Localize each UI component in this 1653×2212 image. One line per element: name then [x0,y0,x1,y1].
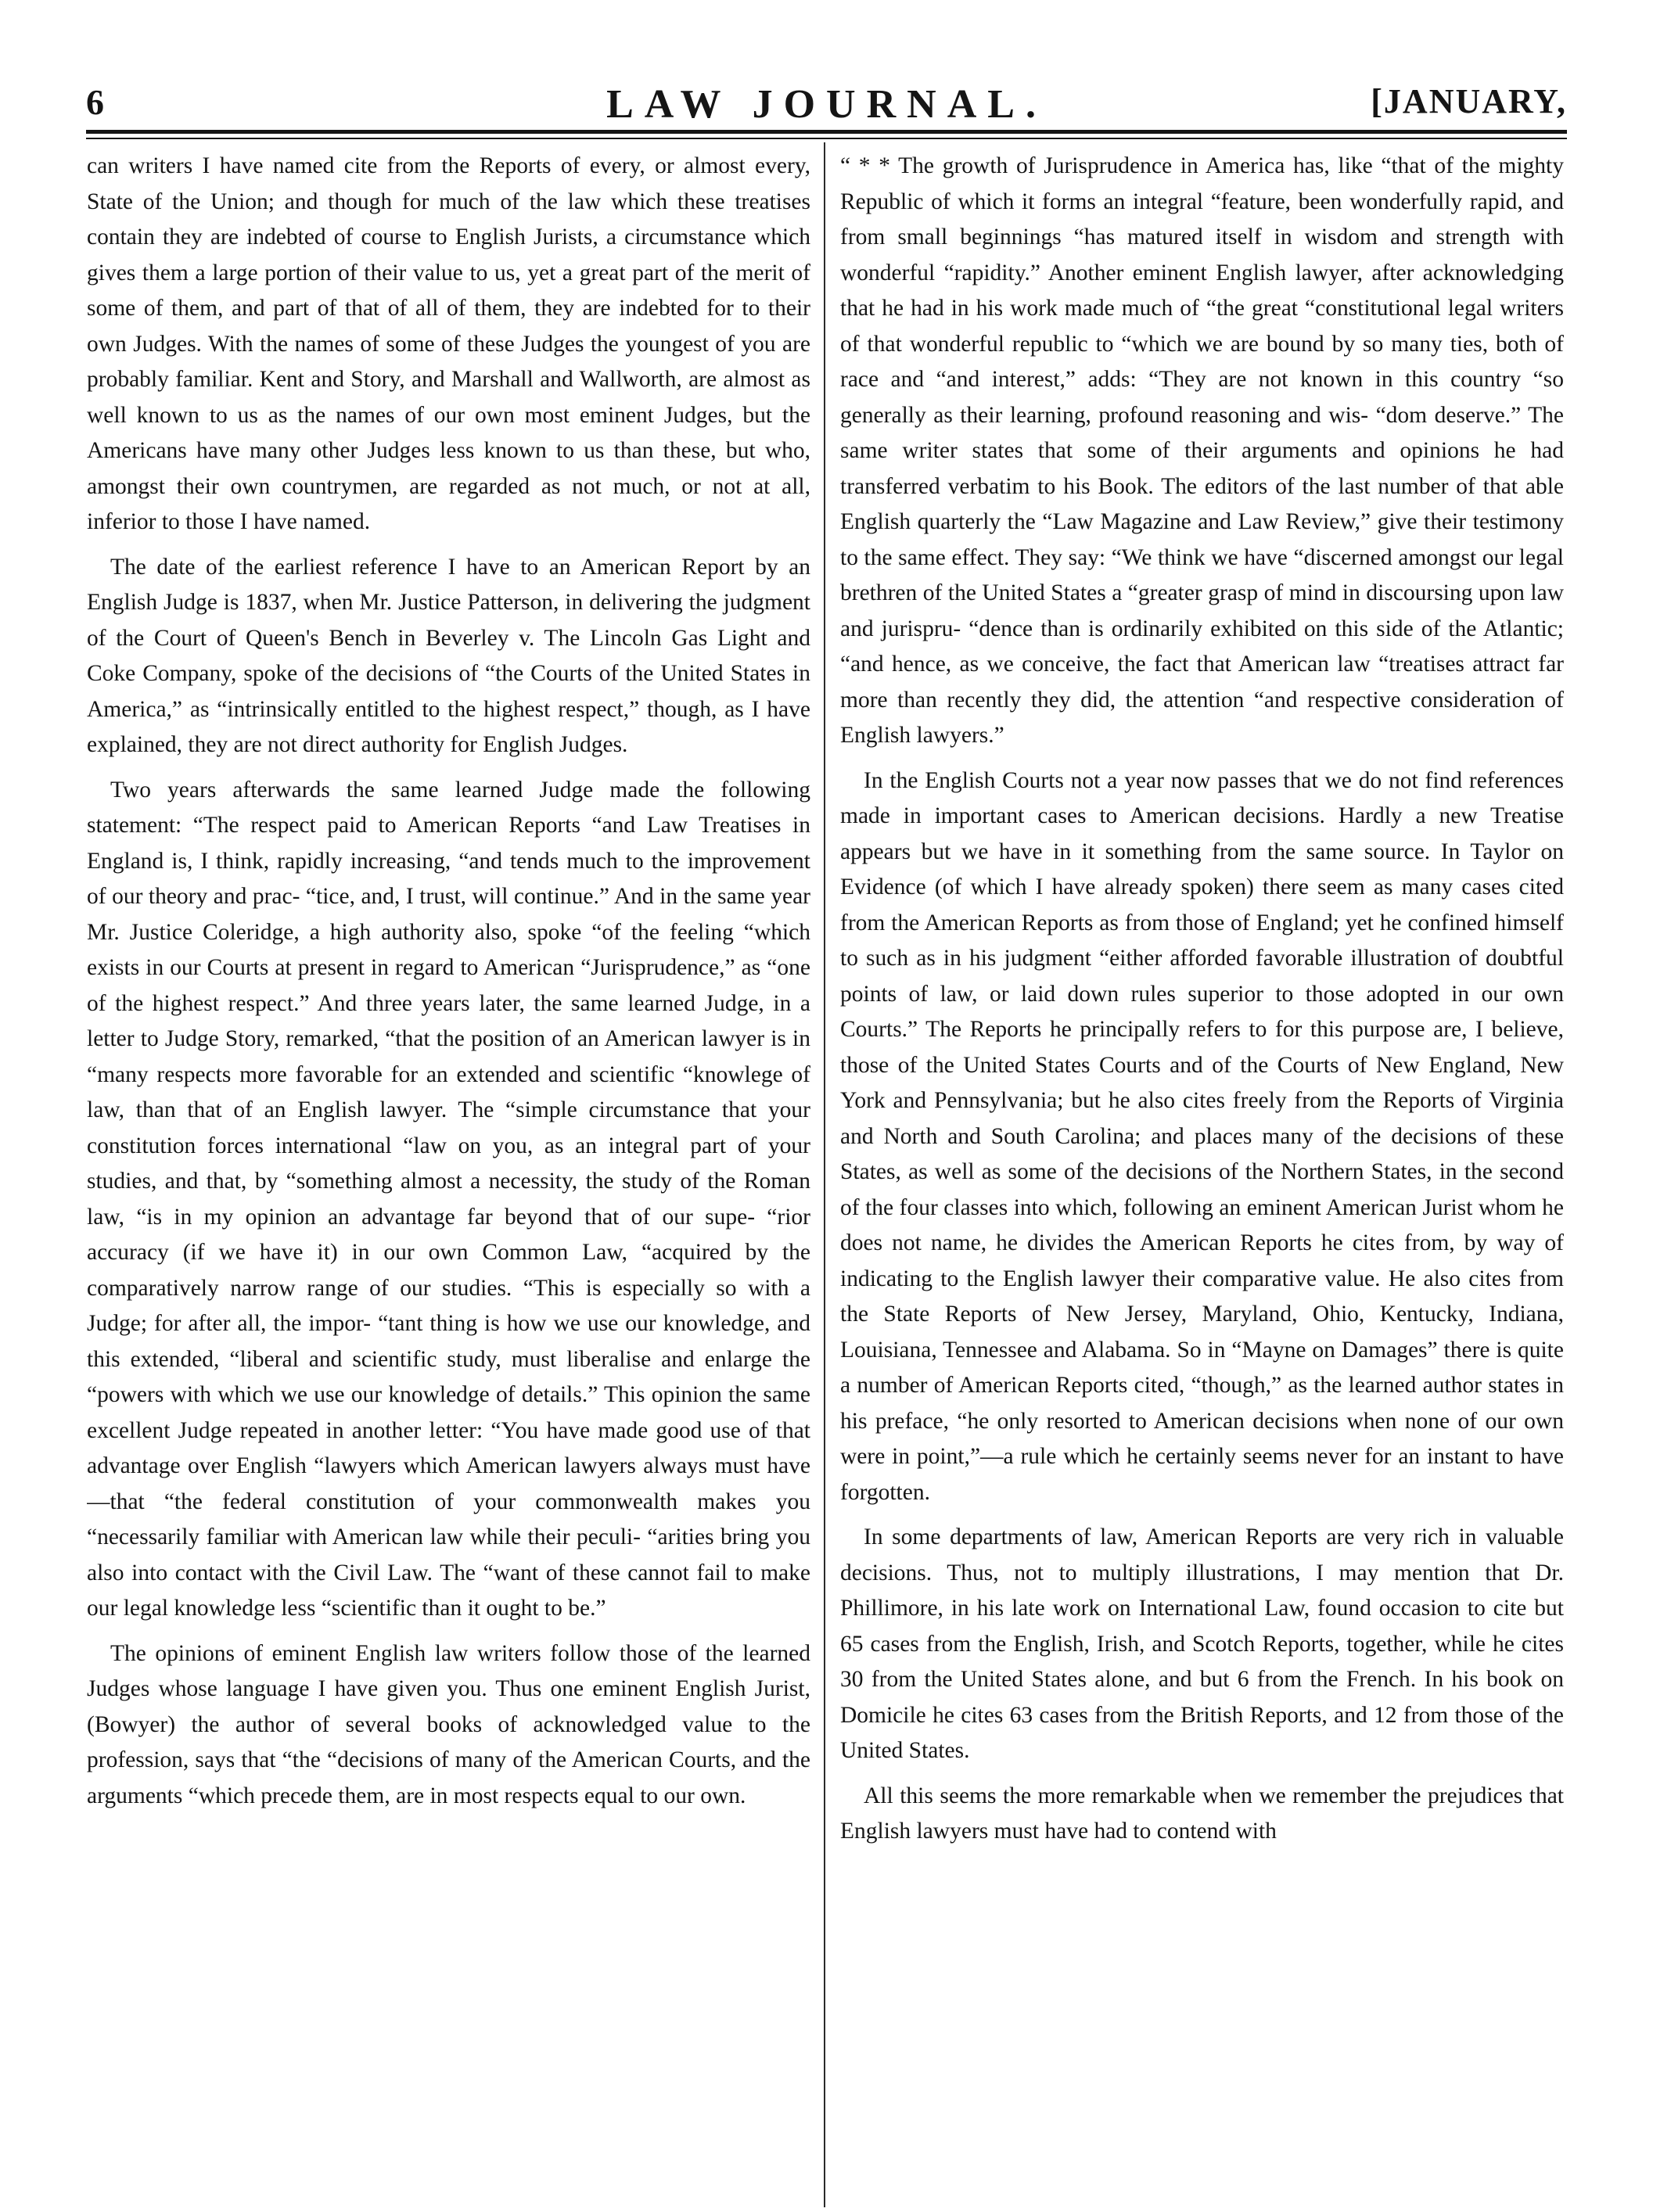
page-number: 6 [86,82,104,122]
column-divider [824,142,825,2207]
right-paragraph-3: In some departments of law, American Reports are very rich in valuable decisions. Thus, not to multiply illustrations, I may mention that Dr. Phillimore, in his late work on International Law, found occasion to cite but 65 cases from the English, Irish, and Scotch Reports, together, while he cites 30 from the United States alone, and but 6 from the French. In his book on Domicile he cites 63 cases from the British Reports, and 12 from those of the United States. [840,1524,1564,1763]
right-paragraph-2: In the English Courts not a year now passes that we do not find references made in important cases to American decisions. Hardly a new Treatise appears but we have in it something from the same source. In Taylor on Evidence (of which I have already spoken) there seem as many cases cited from the American Reports as from those of England; yet he confined himself to such as in his judgment “either afforded favorable illustration of doubtful points of law, or laid down rules superior to those adopted in our own Courts.” The Reports he principally refers to for this purpose are, I believe, those of the United States Courts and of the Courts of New England, New York and Pennsylvania; but he also cites freely from the Reports of Virginia and North and South Carolina; and places many of the decisions of these States, as well as some of the decisions of the Northern States, in the second of the four classes into which, following an eminent American Jurist whom he does not name, he divides the American Reports he cites from, by way of indicating to the English lawyer their comparative value. He also cites from the State Reports of New Jersey, Maryland, Ohio, Kentucky, Indiana, Louisiana, Tennessee and Alabama. So in “Mayne on Damages” there is quite a number of American Reports cited, “though,” as the learned author states in his preface, “he only resorted to American decisions when none of our own were in point,”—a rule which he certainly seems never for an instant to have forgotten. [840,767,1564,1505]
left-paragraph-2: The date of the earliest reference I have to an American Report by an English Judge is 1837, when Mr. Justice Patterson, in delivering the judgment of the Court of Queen's Bench in Beverley v. The Lincoln Gas Light and Coke Company, spoke of the decisions of “the Courts of the United States in America,” as “intrinsically entitled to the highest respect,” though, as I have explained, they are not direct authority for English Judges. [87,554,810,757]
left-paragraph-4: The opinions of eminent English law writers follow those of the learned Judges whose language I have given you. Thus one eminent English Jurist, (Bowyer) the author of several books of acknowledged value to the profession, says that “the “decisions of many of the American Courts, and the arguments “which precede them, are in most respects equal to our own. [87,1640,810,1808]
journal-title: LAW JOURNAL. [606,82,1047,127]
right-column [840,149,1564,2206]
left-paragraph-1: can writers I have named cite from the Reports of every, or almost every, State of the Union; and though for much of the law which these treatises contain they are indebted of course to English Jurists, a circumstance which gives them a large portion of their value to us, yet a great part of the merit of some of them, and part of that of all of them, they are indebted for to their own Judges. With the names of some of these Judges the youngest of you are probably familiar. Kent and Story, and Marshall and Wallworth, are almost as well known to us as the names of our own most eminent Judges, but the Americans have many other Judges less known to us than these, but who, amongst their own countrymen, are regarded as not much, or not at all, inferior to those I have named. [87,153,810,534]
running-header [86,81,1567,136]
right-paragraph-4: All this seems the more remarkable when we remember the prejudices that English lawyers must have had to contend with [840,1783,1564,1844]
header-rule-thick [86,130,1567,134]
left-paragraph-3: Two years afterwards the same learned Judge made the following statement: “The respect paid to American Reports “and Law Treatises in England is, I think, rapidly increasing, “and tends much to the improvement of our theory and prac- “tice, and, I trust, will continue.” And in the same year Mr. Justice Coleridge, a high authority also, spoke “of the feeling “which exists in our Courts at present in regard to American “Jurisprudence,” as “one of the highest respect.” And three years later, the same learned Judge, in a letter to Judge Story, remarked, “that the position of an American lawyer is in “many respects more favorable for an extended and scientific “knowlege of law, than that of an English lawyer. The “simple circumstance that your constitution forces international “law on you, as an integral part of your studies, and that, by “something almost a necessity, the study of the Roman law, “is in my opinion an advantage far beyond that of our supe- “rior accuracy (if we have it) in our own Common Law, “acquired by the comparatively narrow range of our studies. “This is especially so with a Judge; for after all, the impor- “tant thing is how we use our knowledge, and this extended, “liberal and scientific study, must liberalise and enlarge the “powers with which we use our knowledge of details.” This opinion the same excellent Judge repeated in another letter: “You have made good use of that advantage over English “lawyers which American lawyers always must have—that “the federal constitution of your commonwealth makes you “necessarily familiar with American law while their peculi- “arities bring you also into contact with the Civil Law. The “want of these cannot fail to make our legal knowledge less “scientific than it ought to be.” [87,777,810,1621]
left-column [87,149,810,2206]
right-paragraph-1: “ * * The growth of Jurisprudence in America has, like “that of the mighty Republic of which it forms an integral “feature, been wonderfully rapid, and from small beginnings “has matured itself in wisdom and strength with wonderful “rapidity.” Another eminent English lawyer, after acknowledging that he had in his work made much of “the great “constitutional legal writers of that wonderful republic to “which we are bound by so many ties, both of race and “and interest,” adds: “They are not known in this country “so generally as their learning, profound reasoning and wis- “dom deserve.” The same writer states that some of their arguments and opinions he had transferred verbatim to his Book. The editors of the last number of that able English quarterly the “Law Magazine and Law Review,” give their testimony to the same effect. They say: “We think we have “discerned amongst our legal brethren of the United States a “greater grasp of mind in discoursing upon law and jurispru- “dence than is ordinarily exhibited on this side of the Atlantic; “and hence, as we conceive, the fact that American law “treatises attract far more than recently they did, the attention “and respective consideration of English lawyers.” [840,153,1564,748]
header-rule-thin [86,138,1567,139]
running-date: [JANUARY, [1371,82,1567,120]
